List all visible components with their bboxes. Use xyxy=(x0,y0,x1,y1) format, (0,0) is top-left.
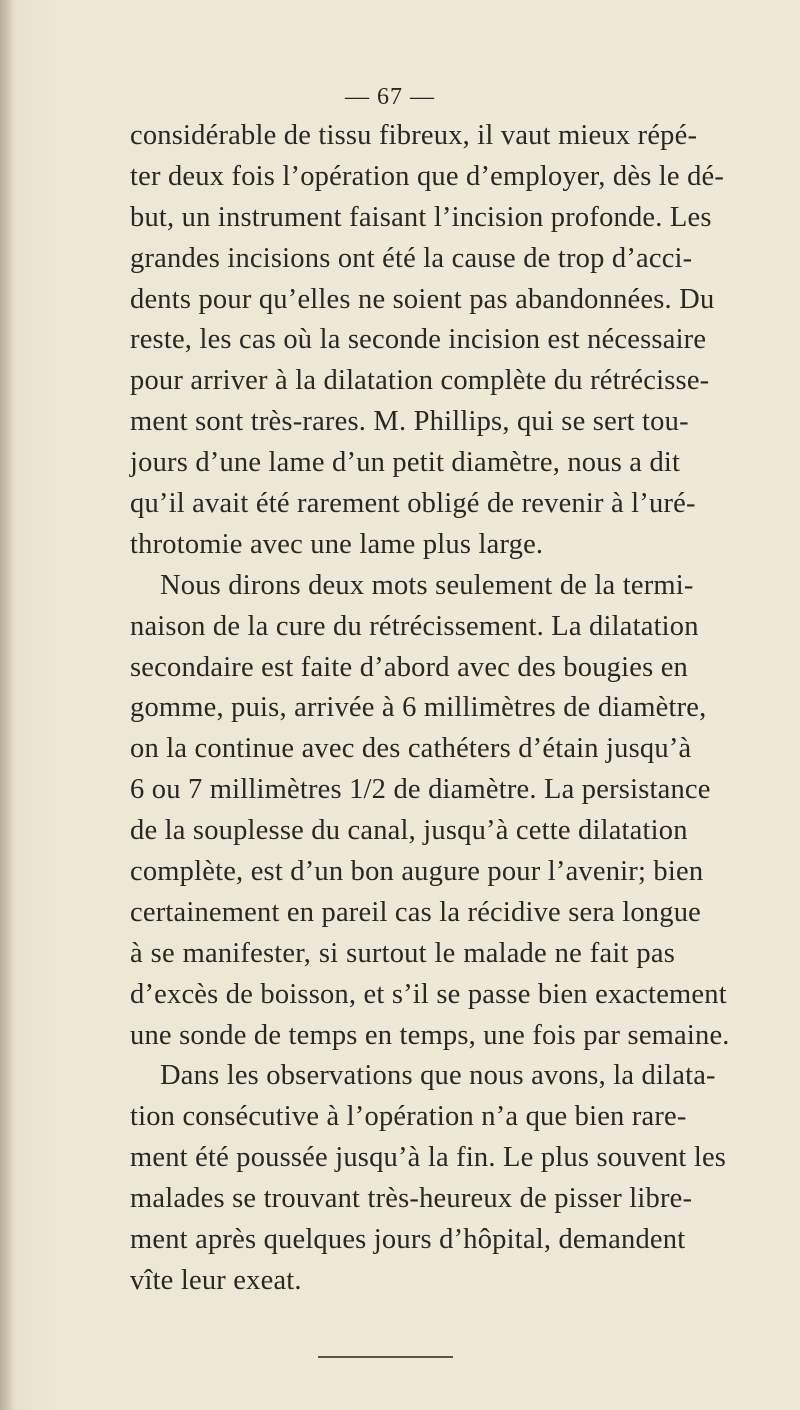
text-line: ment sont très-rares. M. Phillips, qui se sert tou- xyxy=(130,406,689,438)
text-line: certainement en pareil cas la récidive sera longue xyxy=(130,896,701,928)
text-line: d’excès de boisson, et s’il se passe bien exactement xyxy=(130,978,727,1010)
text-line: à se manifester, si surtout le malade ne fait pas xyxy=(130,937,675,969)
text-line: but, un instrument faisant l’incision profonde. Les xyxy=(130,201,712,233)
text-line: Nous dirons deux mots seulement de la termi- xyxy=(160,569,694,601)
body-text xyxy=(130,116,730,1302)
text-line: considérable de tissu fibreux, il vaut mieux répé- xyxy=(130,120,698,151)
text-line: jours d’une lame d’un petit diamètre, nous a dit xyxy=(130,447,681,479)
text-line: vîte leur exeat. xyxy=(130,1264,302,1296)
text-line: 6 ou 7 millimètres 1/2 de diamètre. La persistance xyxy=(130,774,711,806)
text-line: reste, les cas où la seconde incision est nécessaire xyxy=(130,324,707,356)
text-line: throtomie avec une lame plus large. xyxy=(130,528,544,560)
page-number: — 67 — xyxy=(345,84,435,110)
text-line: on la continue avec des cathéters d’étain jusqu’à xyxy=(130,733,692,765)
page-gutter-shadow xyxy=(0,0,14,1410)
text-line: dents pour qu’elles ne soient pas abandonnées. Du xyxy=(130,283,715,315)
text-line: tion consécutive à l’opération n’a que bien rare- xyxy=(130,1101,687,1133)
text-line: Dans les observations que nous avons, la dilata- xyxy=(160,1060,716,1092)
text-line: de la souplesse du canal, jusqu’à cette dilatation xyxy=(130,815,688,847)
section-end-rule xyxy=(318,1356,453,1358)
text-line: ter deux fois l’opération que d’employer, dès le dé- xyxy=(130,160,725,192)
text-line: complète, est d’un bon augure pour l’avenir; bien xyxy=(130,856,704,888)
text-line: ment après quelques jours d’hôpital, demandent xyxy=(130,1224,686,1256)
text-line: grandes incisions ont été la cause de trop d’acci- xyxy=(130,242,693,274)
text-line: ment été poussée jusqu’à la fin. Le plus souvent les xyxy=(130,1142,727,1174)
text-line: naison de la cure du rétrécissement. La dilatation xyxy=(130,610,699,642)
text-line: malades se trouvant très-heureux de pisser libre- xyxy=(130,1183,693,1215)
text-line: qu’il avait été rarement obligé de revenir à l’uré- xyxy=(130,488,696,520)
text-line: pour arriver à la dilatation complète du rétrécisse- xyxy=(130,365,710,397)
text-line: secondaire est faite d’abord avec des bougies en xyxy=(130,651,688,683)
text-line: une sonde de temps en temps, une fois par semaine. xyxy=(130,1019,730,1051)
text-line: gomme, puis, arrivée à 6 millimètres de diamètre, xyxy=(130,692,707,724)
